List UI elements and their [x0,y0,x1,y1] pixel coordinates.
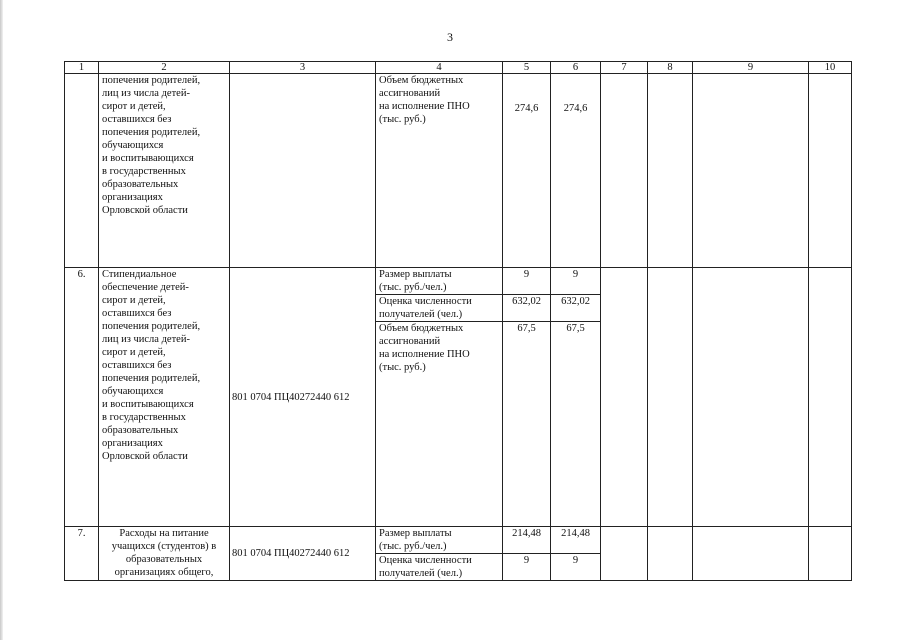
value-col6: 274,6 [551,74,601,268]
empty-cell [648,74,693,268]
empty-cell [809,74,852,268]
value-col6: 67,5 [551,322,601,527]
value-col6: 9 [551,268,601,295]
measure-name-cell: Стипендиальное обеспечение детей- сирот и детей, оставшихся без попечения родителей, лиц из числа детей- сирот и детей, оставшихся без попечения родителей, обучающихся и воспитывающихся в государственных образовательных организациях Орловской области [99,268,230,527]
header-row [65,62,852,74]
indicator-cell: Объем бюджетных ассигнований на исполнение ПНО (тыс. руб.) [376,322,503,527]
header-cell: 7 [601,62,648,74]
value-col5: 9 [503,268,551,295]
scan-edge [0,0,3,640]
indicator-cell: Оценка численности получателей (чел.) [376,295,503,322]
table-row [65,268,852,295]
header-cell: 3 [230,62,376,74]
budget-table [64,61,852,581]
header-cell: 5 [503,62,551,74]
value-col5: 632,02 [503,295,551,322]
empty-cell [601,268,648,527]
value-col5: 9 [503,554,551,581]
page-number: 3 [447,30,453,44]
header-cell: 6 [551,62,601,74]
row-number-cell [65,74,99,268]
value-col5: 214,48 [503,527,551,554]
indicator-cell: Объем бюджетных ассигнований на исполнение ПНО (тыс. руб.) [376,74,503,268]
header-cell: 8 [648,62,693,74]
indicator-cell: Оценка численности получателей (чел.) [376,554,503,581]
table-row [65,74,852,268]
empty-cell [809,527,852,581]
value-col6: 214,48 [551,527,601,554]
header-cell: 9 [693,62,809,74]
table-row [65,527,852,554]
empty-cell [809,268,852,527]
row-number-cell: 7. [65,527,99,581]
empty-cell [601,527,648,581]
measure-name-cell: попечения родителей, лиц из числа детей- сирот и детей, оставшихся без попечения родителей, обучающихся и воспитывающихся в государственных образовательных организациях Орловской области [99,74,230,268]
empty-cell [648,527,693,581]
empty-cell [601,74,648,268]
empty-cell [693,74,809,268]
value-col6: 632,02 [551,295,601,322]
header-cell: 2 [99,62,230,74]
value-col6: 9 [551,554,601,581]
empty-cell [693,527,809,581]
indicator-cell: Размер выплаты (тыс. руб./чел.) [376,268,503,295]
header-cell: 10 [809,62,852,74]
empty-cell [693,268,809,527]
code-cell [230,74,376,268]
code-cell: 801 0704 ПЦ40272440 612 [230,268,376,527]
value-col5: 67,5 [503,322,551,527]
header-cell: 4 [376,62,503,74]
header-cell: 1 [65,62,99,74]
indicator-cell: Размер выплаты (тыс. руб./чел.) [376,527,503,554]
empty-cell [648,268,693,527]
code-cell: 801 0704 ПЦ40272440 612 [230,527,376,581]
row-number-cell: 6. [65,268,99,527]
value-col5: 274,6 [503,74,551,268]
measure-name-cell: Расходы на питание учащихся (студентов) в образовательных организациях общего, [99,527,230,581]
